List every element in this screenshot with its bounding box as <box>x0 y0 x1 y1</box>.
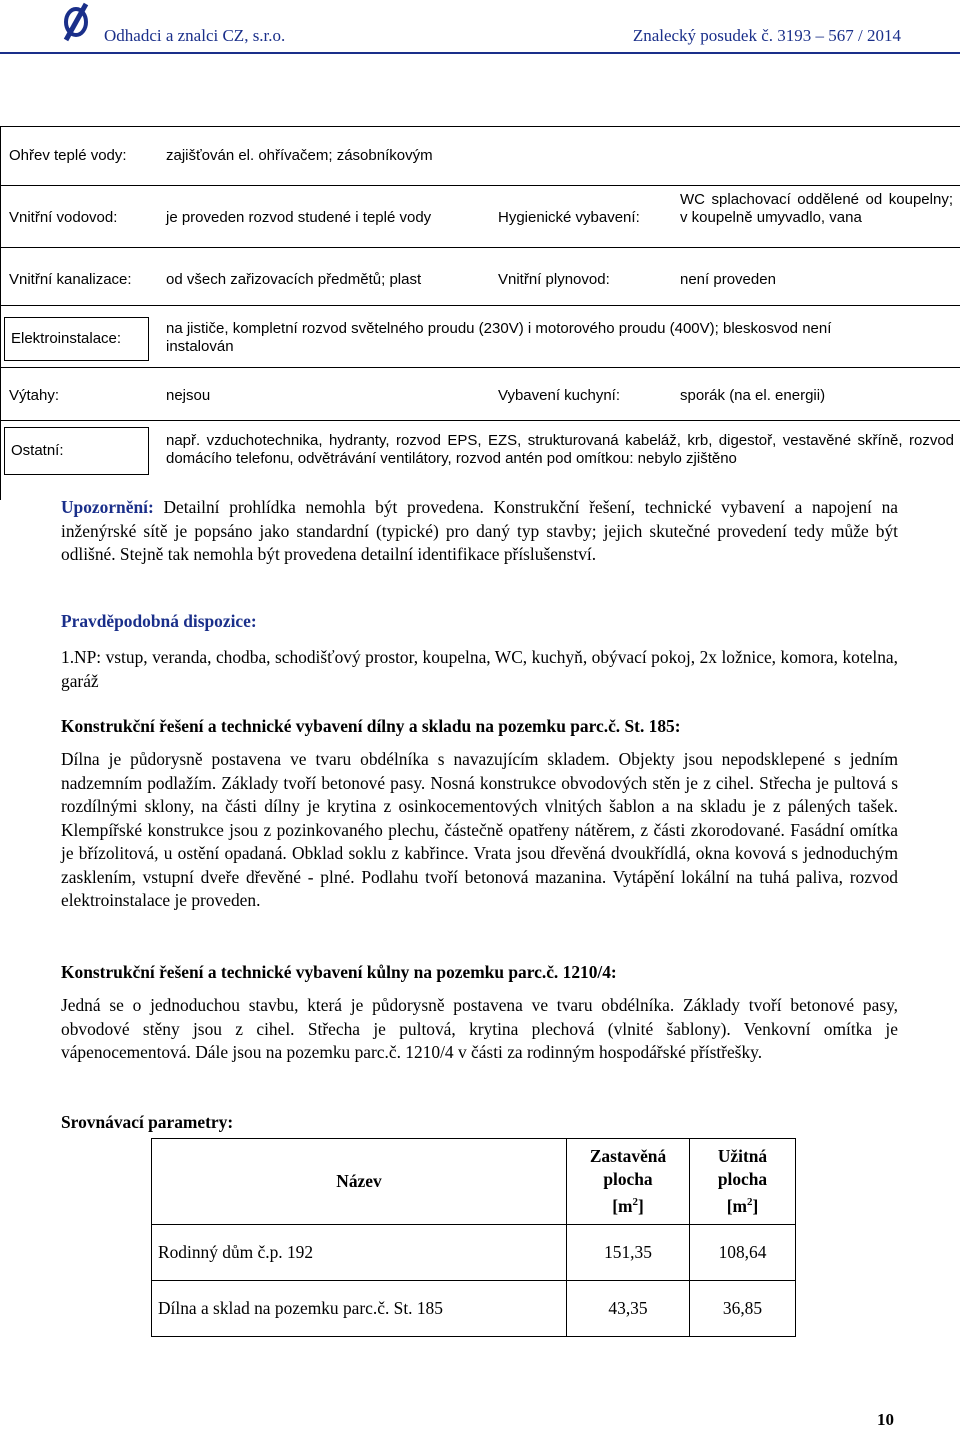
hygiena-label: Hygienické vybavení: <box>498 209 640 226</box>
kuchyn-label: Vybavení kuchyní: <box>498 387 621 404</box>
elektro-label: Elektroinstalace: <box>4 317 149 361</box>
dilna-heading: Konstrukční řešení a technické vybavení dílny a skladu na pozemku parc.č. St. 185: <box>61 716 681 736</box>
ostatni-label: Ostatní: <box>4 427 149 475</box>
header-company: Odhadci a znalci CZ, s.r.o. <box>104 26 286 45</box>
vytahy-value: nejsou <box>166 387 211 404</box>
row-uzitna: 36,85 <box>690 1281 796 1337</box>
row-uzitna: 108,64 <box>690 1225 796 1281</box>
dilna-text: Dílna je půdorysně postavena ve tvaru obdélníka s navazujícím skladem. Objekty jsou nepodsklepené s jedním nadzemním podlažím. Základy tvoří betonové pasy. Nosná konstrukce obvodových stěn je z cihel. Střecha je pultová s rozdílnými sklony, na části dílny je krytina z osinkocementových vlnitých šablon a na skladu je z pálených tašek. Klempířské konstrukce jsou z pozinkovaného plechu, částečně opatřeny nátěrem, z části zkorodované. Fasádní omítka je břízolitová, u ostění opadaná. Obklad soklu z kabřince. Vrata jsou dřevěná dvoukřídlá, okna kovová s jednoduchým zasklením, vstupní dveře dřevěné - plné. Podlahu tvoří betonová mazanina. Vytápění lokální na tuhá paliva, rozvod elektroinstalace je proveden. <box>61 749 898 910</box>
ostatni-value: např. vzduchotechnika, hydranty, rozvod EPS, EZS, strukturovaná kabeláž, krb, digestoř, vestavěné skříně, rozvod domácího telefonu, odvětrávání ventilátory, rozvod antén pod omítkou: nebylo zjištěno <box>166 432 954 467</box>
row-name: Rodinný dům č.p. 192 <box>152 1225 567 1281</box>
vodovod-value: je proveden rozvod studené i teplé vody <box>166 209 432 226</box>
kulna-text: Jedná se o jednoduchou stavbu, která je půdorysně postavena ve tvaru obdélníka. Základy tvoří betonové pasy, obvodové stěny jsou z cihel. Střecha je pultová, krytina plechová (vlnité šablony). Venkovní omítka je vápenocementová. Dále jsou na pozemku parc.č. 1210/4 v části za rodinným hospodářské přístřešky. <box>61 995 898 1062</box>
dispozice-heading: Pravděpodobná dispozice: <box>61 611 257 631</box>
ohrev-label: Ohřev teplé vody: <box>9 147 127 164</box>
vytahy-label: Výtahy: <box>9 387 60 404</box>
row-name: Dílna a sklad na pozemku parc.č. St. 185 <box>152 1281 567 1337</box>
kanalizace-value: od všech zařizovacích předmětů; plast <box>166 271 422 288</box>
warning-paragraph <box>61 496 898 567</box>
table-row <box>152 1281 796 1337</box>
elektro-value: na jističe, kompletní rozvod světelného proudu (230V) i motorového proudu (400V); bleskosvod není instalován <box>166 320 832 355</box>
dispozice-text: 1.NP: vstup, veranda, chodba, schodišťový prostor, koupelna, WC, kuchyň, obývací pokoj, 2x ložnice, komora, kotelna, garáž <box>61 647 898 691</box>
vodovod-label: Vnitřní vodovod: <box>9 209 118 226</box>
plynovod-value: není proveden <box>680 271 776 288</box>
hygiena-value: WC splachovací oddělené od koupelny; v koupelně umyvadlo, vana <box>680 191 953 226</box>
comparison-table <box>151 1138 796 1337</box>
company-logo-icon <box>60 0 92 44</box>
kanalizace-label: Vnitřní kanalizace: <box>9 271 132 288</box>
col-name-header: Název <box>152 1139 567 1225</box>
table-header-row <box>152 1139 796 1225</box>
kulna-heading: Konstrukční řešení a technické vybavení kůlny na pozemku parc.č. 1210/4: <box>61 962 617 982</box>
plynovod-label: Vnitřní plynovod: <box>498 271 610 288</box>
row-zastavena: 151,35 <box>567 1225 690 1281</box>
warning-text: Detailní prohlídka nemohla být provedena. Konstrukční řešení, technické vybavení a napojení na inženýrské sítě je popsáno jako standardní (typické) pro daný typ stavby; jejich skutečné provedení tedy může být odlišné. Stejně tak nemohla být provedena detailní identifikace příslušenství. <box>61 497 898 564</box>
col-uzitna-header: Užitná plocha $[m^2]$ <box>690 1139 796 1225</box>
ohrev-value: zajišťován el. ohřívačem; zásobníkovým <box>166 147 433 164</box>
header-divider <box>0 52 960 54</box>
header-report-number: Znalecký posudek č. 3193 – 567 / 2014 <box>632 26 901 45</box>
srovnavaci-heading: Srovnávací parametry: <box>61 1112 234 1132</box>
col-zastavena-header: Zastavěná plocha $[m^2]$ <box>567 1139 690 1225</box>
kuchyn-value: sporák (na el. energii) <box>680 387 826 404</box>
equipment-table <box>0 126 960 500</box>
page-number: 10 <box>877 1410 894 1429</box>
warning-label: Upozornění: <box>61 497 154 517</box>
row-zastavena: 43,35 <box>567 1281 690 1337</box>
table-row <box>152 1225 796 1281</box>
